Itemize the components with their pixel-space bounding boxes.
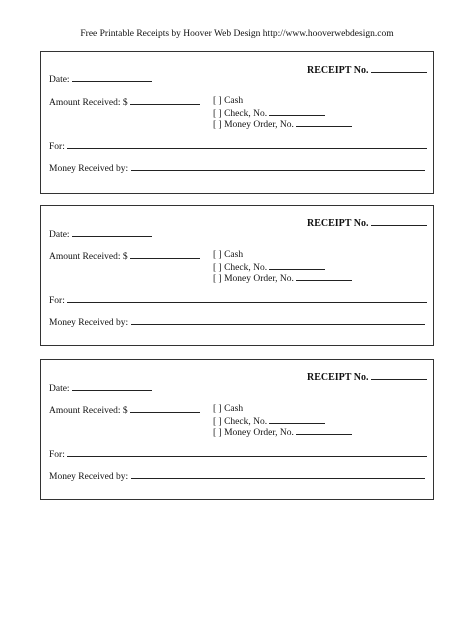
for-field[interactable] [67, 294, 427, 303]
money-order-option-label: [ ] Money Order, No. [213, 428, 294, 438]
cash-option-label: [ ] Cash [213, 404, 244, 414]
date-field[interactable] [72, 228, 152, 237]
receipt-title: RECEIPT No. [307, 218, 369, 229]
money-order-option[interactable] [213, 272, 352, 285]
received-by-field[interactable] [131, 316, 425, 325]
money-order-option[interactable] [213, 426, 352, 439]
for-label: For: [49, 142, 65, 152]
date-label: Date: [49, 230, 70, 240]
receipt-number-field[interactable] [371, 371, 427, 380]
amount-row [49, 96, 200, 109]
date-row [49, 73, 152, 86]
receipt-number-row [307, 371, 427, 383]
check-number-field[interactable] [269, 415, 325, 424]
received-by-field[interactable] [131, 162, 425, 171]
money-order-number-field[interactable] [296, 426, 352, 435]
received-by-label: Money Received by: [49, 164, 129, 174]
money-order-number-field[interactable] [296, 272, 352, 281]
received-by-label: Money Received by: [49, 318, 129, 328]
date-field[interactable] [72, 382, 152, 391]
amount-field[interactable] [130, 250, 200, 259]
check-option-label: [ ] Check, No. [213, 263, 268, 273]
cash-option[interactable] [213, 404, 243, 415]
amount-label: Amount Received: $ [49, 252, 128, 262]
date-label: Date: [49, 75, 70, 85]
receipt-form [40, 359, 434, 500]
amount-row [49, 250, 200, 263]
cash-option[interactable] [213, 250, 243, 261]
receipt-title: RECEIPT No. [307, 372, 369, 383]
receipt-number-row [307, 64, 427, 76]
amount-label: Amount Received: $ [49, 406, 128, 416]
receipt-number-field[interactable] [371, 64, 427, 73]
amount-row [49, 404, 200, 417]
for-row [49, 294, 427, 307]
check-option-label: [ ] Check, No. [213, 109, 268, 119]
page-header: Free Printable Receipts by Hoover Web Design http://www.hooverwebdesign.com [80, 29, 394, 39]
amount-field[interactable] [130, 404, 200, 413]
for-field[interactable] [67, 448, 427, 457]
receipt-number-row [307, 217, 427, 229]
cash-option-label: [ ] Cash [213, 96, 244, 106]
receipt-number-field[interactable] [371, 217, 427, 226]
received-by-row [49, 162, 425, 175]
money-order-option-label: [ ] Money Order, No. [213, 274, 294, 284]
for-row [49, 140, 427, 153]
received-by-label: Money Received by: [49, 472, 129, 482]
date-row [49, 228, 152, 241]
receipt-form [40, 205, 434, 346]
for-field[interactable] [67, 140, 427, 149]
received-by-row [49, 470, 425, 483]
money-order-option[interactable] [213, 118, 352, 131]
received-by-row [49, 316, 425, 329]
receipt-form [40, 51, 434, 194]
date-label: Date: [49, 384, 70, 394]
amount-field[interactable] [130, 96, 200, 105]
money-order-number-field[interactable] [296, 118, 352, 127]
for-label: For: [49, 296, 65, 306]
check-number-field[interactable] [269, 261, 325, 270]
date-field[interactable] [72, 73, 152, 82]
check-number-field[interactable] [269, 107, 325, 116]
amount-label: Amount Received: $ [49, 98, 128, 108]
check-option-label: [ ] Check, No. [213, 417, 268, 427]
for-row [49, 448, 427, 461]
money-order-option-label: [ ] Money Order, No. [213, 120, 294, 130]
cash-option[interactable] [213, 96, 243, 107]
for-label: For: [49, 450, 65, 460]
date-row [49, 382, 152, 395]
received-by-field[interactable] [131, 470, 425, 479]
receipt-title: RECEIPT No. [307, 65, 369, 76]
cash-option-label: [ ] Cash [213, 250, 244, 260]
